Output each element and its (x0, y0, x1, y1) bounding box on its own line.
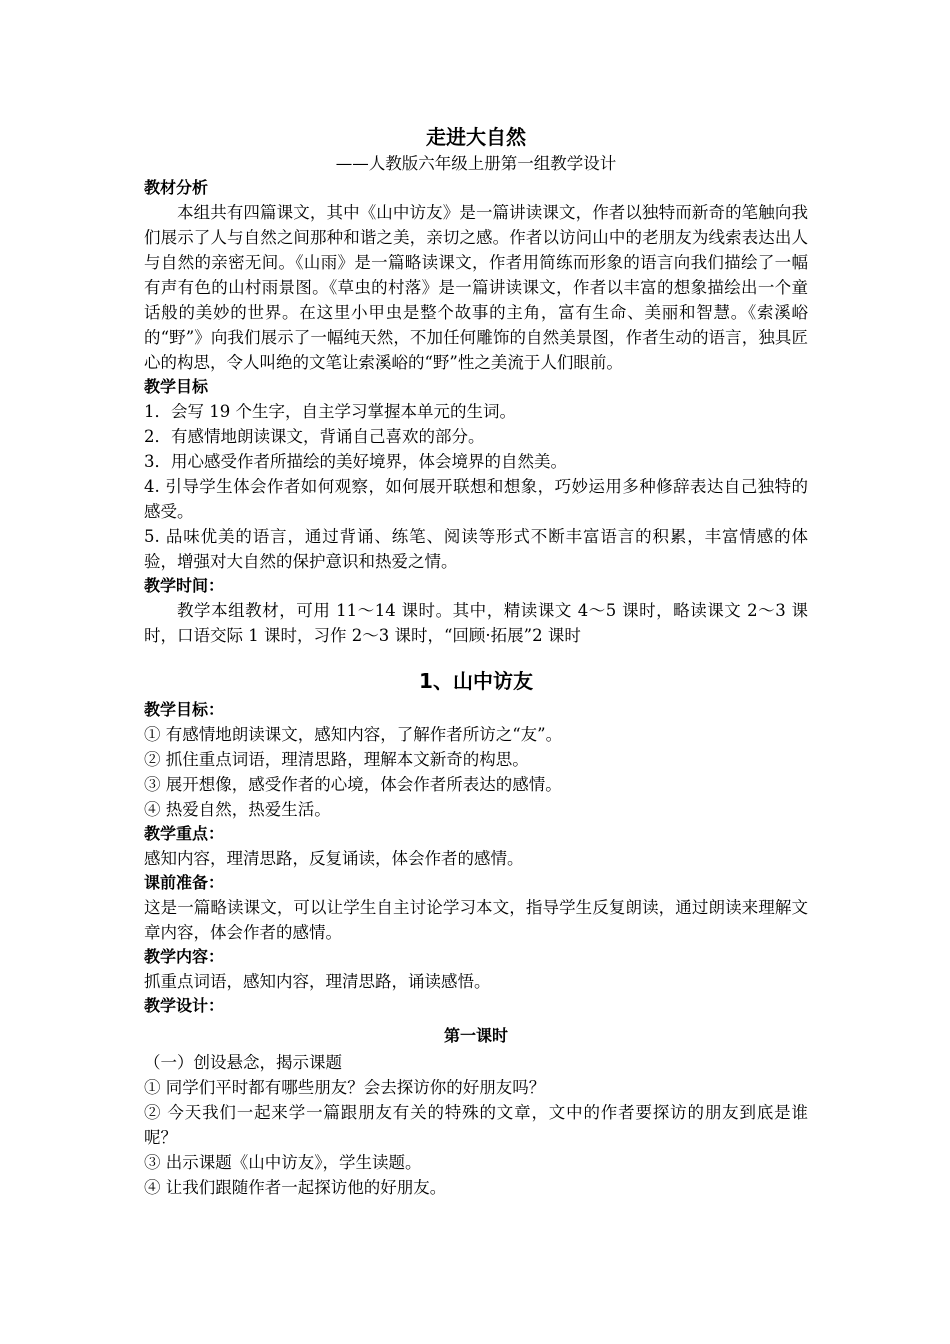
part1-item: ② 今天我们一起来学一篇跟朋友有关的特殊的文章，文中的作者要探访的朋友到底是谁呢？ (144, 1103, 808, 1147)
time-heading: 教学时间： (144, 576, 225, 595)
focus-heading: 教学重点： (144, 824, 225, 843)
goal-item: 3．用心感受作者所描绘的美好境界，体会境界的自然美。 (144, 452, 567, 471)
part1-item: ③ 出示课题《山中访友》，学生读题。 (144, 1153, 422, 1172)
goal-item: 1．会写 19 个生字，自主学习掌握本单元的生词。 (144, 402, 516, 421)
goal-item: 2．有感情地朗读课文，背诵自己喜欢的部分。 (144, 427, 485, 446)
goals-heading: 教学目标 (144, 377, 209, 396)
part1-item: ④ 让我们跟随作者一起探访他的好朋友。 (144, 1178, 447, 1197)
document-title: 走进大自然 (426, 125, 526, 149)
part1-item: ① 同学们平时都有哪些朋友？会去探访你的好朋友吗？ (144, 1078, 546, 1097)
lesson-goal-item: ① 有感情地朗读课文，感知内容，了解作者所访之“友”。 (144, 725, 563, 744)
lesson-goals-heading: 教学目标： (144, 700, 225, 719)
document-page (144, 118, 808, 1200)
analysis-heading: 教材分析 (144, 178, 209, 197)
document-subtitle: ——人教版六年级上册第一组教学设计 (335, 154, 617, 173)
goal-item: 4. 引导学生体会作者如何观察，如何展开联想和想象，巧妙运用多种修辞表达自己独特的感受。 (144, 477, 808, 521)
content-text: 抓重点词语，感知内容，理清思路，诵读感悟。 (144, 972, 491, 991)
lesson-title: 1、山中访友 (419, 669, 533, 693)
focus-text: 感知内容，理清思路，反复诵读，体会作者的感情。 (144, 849, 524, 868)
lesson-goal-item: ③ 展开想像，感受作者的心境，体会作者所表达的感情。 (144, 775, 562, 794)
period-title: 第一课时 (443, 1026, 508, 1045)
time-text: 教学本组教材，可用 11～14 课时。其中，精读课文 4～5 课时，略读课文 2～3 课时，口语交际 1 课时，习作 2～3 课时，“回顾·拓展”2 课时 (144, 601, 808, 645)
content-heading: 教学内容： (144, 947, 225, 966)
prep-heading: 课前准备： (144, 873, 225, 892)
design-heading: 教学设计： (144, 996, 225, 1015)
goal-item: 5. 品味优美的语言，通过背诵、练笔、阅读等形式不断丰富语言的积累，丰富情感的体验，增强对大自然的保护意识和热爱之情。 (144, 527, 808, 571)
lesson-goal-item: ④ 热爱自然，热爱生活。 (144, 800, 331, 819)
part1-title: （一）创设悬念，揭示课题 (144, 1053, 342, 1072)
prep-text: 这是一篇略读课文，可以让学生自主讨论学习本文，指导学生反复朗读，通过朗读来理解文章内容，体会作者的感情。 (144, 898, 808, 942)
lesson-goal-item: ② 抓住重点词语，理清思路，理解本文新奇的构思。 (144, 750, 529, 769)
analysis-text: 本组共有四篇课文，其中《山中访友》是一篇讲读课文，作者以独特而新奇的笔触向我们展示了人与自然之间那种和谐之美，亲切之感。作者以访问山中的老朋友为线索表达出人与自然的亲密无间。《山雨》是一篇略读课文，作者用简练而形象的语言向我们描绘了一幅有声有色的山村雨景图。《草虫的村落》是一篇讲读课文，作者以丰富的想象描绘出一个童话般的美妙的世界。在这里小甲虫是整个故事的主角，富有生命、美丽和智慧。《索溪峪的“野”》向我们展示了一幅纯天然，不加任何雕饰的自然美景图，作者生动的语言，独具匠心的构思，令人叫绝的文笔让索溪峪的“野”性之美流于人们眼前。 (144, 203, 808, 372)
